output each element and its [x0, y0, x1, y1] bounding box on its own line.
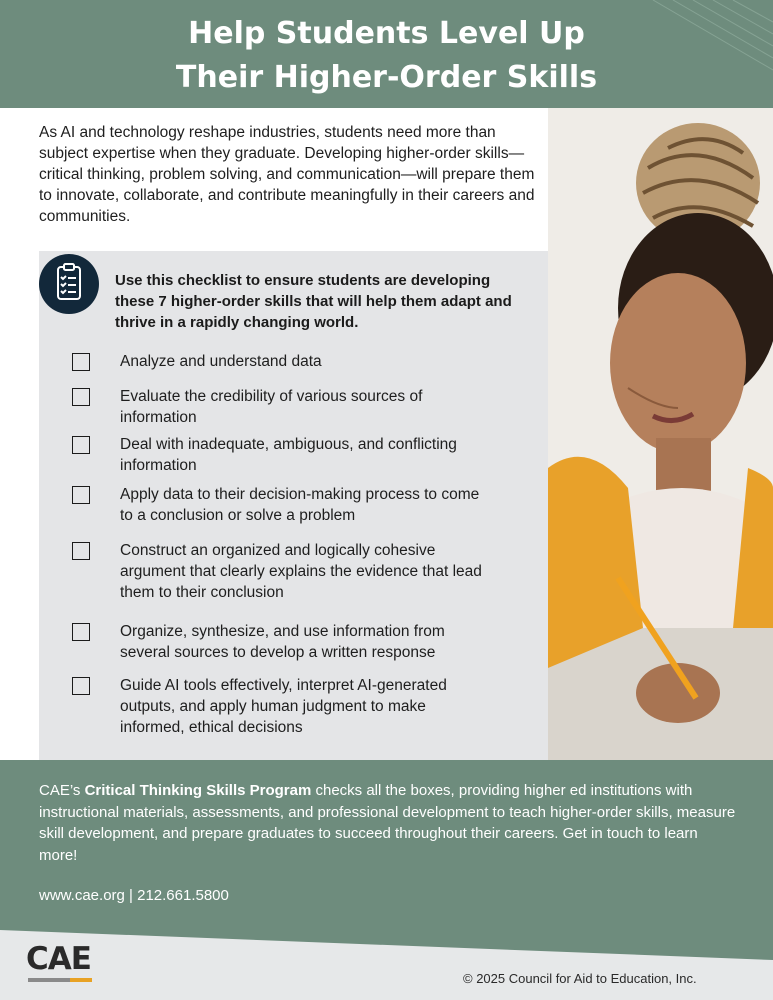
copyright-text: © 2025 Council for Aid to Education, Inc.: [463, 971, 697, 986]
footer-paragraph: [39, 780, 739, 866]
checklist-intro: Use this checklist to ensure students are developing these 7 higher-order skills that will help them adapt and thrive in a rapidly changing world.: [115, 272, 512, 331]
student-illustration: [548, 108, 773, 760]
intro-paragraph: As AI and technology reshape industries, students need more than subject expertise when they graduate. Developing higher-order skills—critical thinking, problem solving, and communication—will prepare them to innovate, collaborate, and contribute meaningfully in their careers and communities.: [39, 124, 535, 225]
footer-prefix: CAE’s: [39, 782, 81, 799]
checklist-panel: [39, 251, 548, 760]
checklist-item-label: Guide AI tools effectively, interpret AI-generated outputs, and apply human judgment to make informed, ethical decisions: [120, 677, 447, 736]
checklist-item-label: Construct an organized and logically cohesive argument that clearly explains the evidence that lead them to their conclusion: [120, 542, 482, 601]
cae-logo: [26, 943, 96, 983]
student-photo: [548, 108, 773, 760]
checklist-item-label: Apply data to their decision-making process to come to a conclusion or solve a problem: [120, 486, 480, 524]
footer-body: checks all the boxes, providing higher ed institutions with instructional materials, assessments, and professional development to teach higher-order skills, measure skill development, and prepare graduates to succeed throughout their careers. Get in touch to learn more!: [39, 782, 736, 864]
clipboard-checklist-icon: [39, 254, 99, 314]
header-banner: [0, 0, 773, 108]
checkbox[interactable]: [72, 623, 90, 641]
checklist-item-label: Evaluate the credibility of various sources of information: [120, 388, 423, 426]
checklist-item-label: Analyze and understand data: [120, 353, 322, 370]
contact-info[interactable]: www.cae.org | 212.661.5800: [39, 887, 229, 904]
title-line-2: Their Higher-Order Skills: [175, 60, 598, 95]
checkbox[interactable]: [72, 353, 90, 371]
bottom-band: [0, 930, 773, 1000]
checkbox[interactable]: [72, 677, 90, 695]
page-title: [0, 12, 773, 100]
checkbox[interactable]: [72, 542, 90, 560]
logo-text: CAE: [26, 941, 91, 977]
program-name: Critical Thinking Skills Program: [84, 782, 312, 799]
checklist-item-label: Deal with inadequate, ambiguous, and conflicting information: [120, 436, 457, 474]
logo-underline: [28, 978, 92, 982]
checkbox[interactable]: [72, 436, 90, 454]
title-line-1: Help Students Level Up: [188, 16, 585, 51]
checkbox[interactable]: [72, 388, 90, 406]
checklist-item-label: Organize, synthesize, and use information from several sources to develop a written response: [120, 623, 445, 661]
checkbox[interactable]: [72, 486, 90, 504]
